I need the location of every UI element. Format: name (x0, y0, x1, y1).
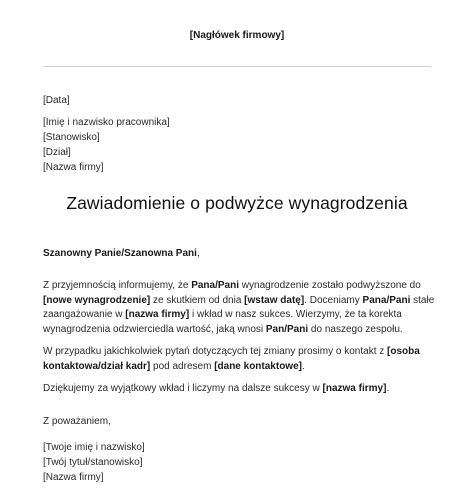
signature-block (43, 440, 145, 485)
p1-bold-3: [wstaw datę] (244, 294, 305, 306)
recipient-position: [Stanowisko] (43, 132, 100, 143)
closing-block (43, 414, 111, 429)
paragraph-2 (43, 345, 435, 374)
p3-text-2: . (386, 383, 390, 394)
closing-line: Z poważaniem, (43, 416, 111, 427)
p2-text-2: pod adresem (150, 360, 215, 372)
recipient-company: [Nazwa firmy] (43, 162, 104, 173)
letter-title: Zawiadomienie o podwyżce wynagrodzenia (66, 193, 408, 213)
p1-text-1: Z przyjemnością informujemy, że (43, 280, 192, 291)
p1-text-4: . Doceniamy (304, 294, 363, 306)
salutation (43, 247, 435, 262)
p1-text-5: stałe zaangażowanie w (43, 294, 435, 320)
paragraph-3 (43, 382, 435, 397)
p3-text-1: Dziękujemy za wyjątkowy wkład i liczymy na dalsze sukcesy w (43, 383, 323, 394)
signature-name: [Twoje imię i nazwisko] (43, 442, 145, 453)
p2-text-1: W przypadku jakichkolwiek pytań dotyczących tej zmiany prosimy o kontakt z (43, 346, 388, 357)
p2-bold-1: [osoba kontaktowa/dział kadr] (43, 346, 420, 372)
p2-bold-2: [dane kontaktowe] (214, 360, 302, 372)
p1-bold-6: Pan/Pani (265, 323, 309, 335)
p1-bold-2: [nowe wynagrodzenie] (43, 294, 151, 306)
p1-text-2: wynagrodzenie zostało podwyższone do (239, 280, 421, 291)
p1-text-3: ze skutkiem od dnia (150, 294, 245, 306)
p3-bold-1: [nazwa firmy] (322, 383, 387, 394)
recipient-name: [Imię i nazwisko pracownika] (43, 117, 170, 128)
date-block (43, 93, 70, 108)
p1-bold-1: Pana/Pani (191, 280, 240, 291)
recipient-department: [Dział] (43, 147, 71, 158)
salutation-punct: , (196, 248, 200, 259)
p1-text-7: do naszego zespołu. (308, 323, 403, 335)
p1-text-6: i wkład w nasz sukces. Wierzymy, że ta korekta wynagrodzenia odzwierciedla wartość, jaką wnosi (43, 309, 402, 335)
p2-text-3: . (301, 360, 305, 372)
recipient-block (43, 115, 170, 175)
p1-bold-4: Pana/Pani (362, 294, 411, 306)
signature-company: [Nazwa firmy] (43, 472, 104, 483)
header-divider (43, 66, 431, 67)
company-header: [Nagłówek firmowy] (189, 30, 285, 41)
signature-title: [Twój tytuł/stanowisko] (43, 457, 143, 468)
paragraph-1 (43, 279, 435, 337)
date-line: [Data] (43, 95, 70, 106)
salutation-bold: Szanowny Panie/Szanowna Pani (43, 248, 197, 259)
p1-bold-5: [nazwa firmy] (125, 309, 190, 320)
